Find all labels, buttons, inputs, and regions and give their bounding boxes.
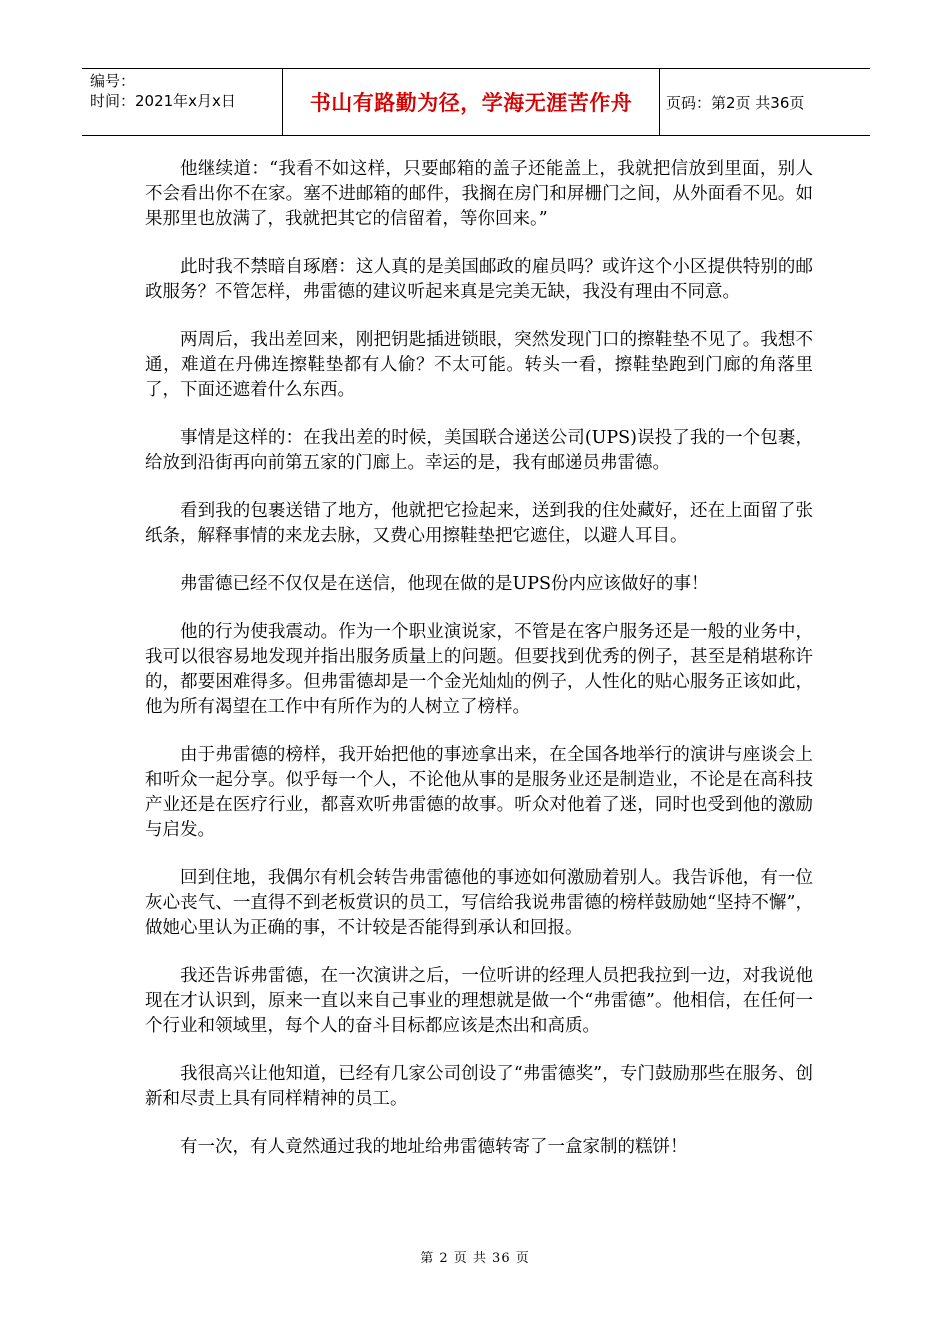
body-paragraph: 有一次，有人竟然通过我的地址给弗雷德转寄了一盒家制的糕饼！: [180, 1137, 688, 1157]
body-paragraph: 此时我不禁暗自琢磨：这人真的是美国邮政的雇员吗？或许这个小区提供特别的邮政服务？不管怎样，弗雷德的建议听起来真是完美无缺，我没有理由不同意。: [145, 257, 813, 302]
document-number-label: 编号：: [90, 72, 136, 90]
page-footer: 第 2 页 共 36 页: [420, 1251, 530, 1266]
body-paragraph: 两周后，我出差回来，刚把钥匙插进锁眼，突然发现门口的擦鞋垫不见了。我想不通，难道在丹佛连擦鞋垫都有人偷？不太可能。转头一看，擦鞋垫跑到门廊的角落里了，下面还遮着什么东西。: [145, 330, 813, 400]
body-paragraph: 由于弗雷德的榜样，我开始把他的事迹拿出来，在全国各地举行的演讲与座谈会上和听众一起分享。似乎每一个人，不论他从事的是服务业还是制造业，不论是在高科技产业还是在医疗行业，都喜欢听弗雷德的故事。听众对他着了迷，同时也受到他的激励与启发。: [145, 745, 813, 840]
page-header: [82, 68, 870, 136]
body-paragraph: 我还告诉弗雷德，在一次演讲之后，一位听讲的经理人员把我拉到一边，对我说他现在才认识到，原来一直以来自己事业的理想就是做一个“弗雷德”。他相信，在任何一个行业和领域里，每个人的奋斗目标都应该是杰出和高质。: [145, 966, 813, 1036]
header-motto: 书山有路勤为径，学海无涯苦作舟: [309, 91, 633, 115]
body-paragraph: 他的行为使我震动。作为一个职业演说家，不管是在客户服务还是一般的业务中，我可以很容易地发现并指出服务质量上的问题。但要找到优秀的例子，甚至是稍堪称许的，都要困难得多。但弗雷德却是一个金光灿灿的例子，人性化的贴心服务正该如此，他为所有渴望在工作中有所作为的人树立了榜样。: [145, 622, 813, 717]
header-page-cell: [660, 69, 870, 135]
document-date-label: 时间：2021年x月x日: [90, 92, 236, 110]
body-paragraph: 他继续道：“我看不如这样，只要邮箱的盖子还能盖上，我就把信放到里面，别人不会看出你不在家。塞不进邮箱的邮件，我搁在房门和屏栅门之间，从外面看不见。如果那里也放满了，我就把其它的信留着，等你回来。”: [145, 159, 813, 229]
body-paragraph: 看到我的包裹送错了地方，他就把它捡起来，送到我的住处藏好，还在上面留了张纸条，解释事情的来龙去脉，又费心用擦鞋垫把它遮住，以避人耳目。: [145, 501, 813, 546]
body-paragraph: 弗雷德已经不仅仅是在送信，他现在做的是UPS份内应该做好的事！: [180, 574, 709, 594]
document-body: [145, 157, 813, 1183]
body-paragraph: 事情是这样的：在我出差的时候，美国联合递送公司(UPS)误投了我的一个包裹，给放到沿街再向前第五家的门廊上。幸运的是，我有邮递员弗雷德。: [145, 428, 813, 473]
header-meta-cell: [82, 69, 283, 135]
header-motto-cell: [283, 69, 660, 135]
header-page-info: 页码：第2页 共36页: [666, 93, 805, 112]
body-paragraph: 回到住地，我偶尔有机会转告弗雷德他的事迹如何激励着别人。我告诉他，有一位灰心丧气、一直得不到老板赏识的员工，写信给我说弗雷德的榜样鼓励她“坚持不懈”，做她心里认为正确的事，不计较是否能得到承认和回报。: [145, 868, 813, 938]
body-paragraph: 我很高兴让他知道，已经有几家公司创设了“弗雷德奖”，专门鼓励那些在服务、创新和尽责上具有同样精神的员工。: [145, 1064, 813, 1109]
